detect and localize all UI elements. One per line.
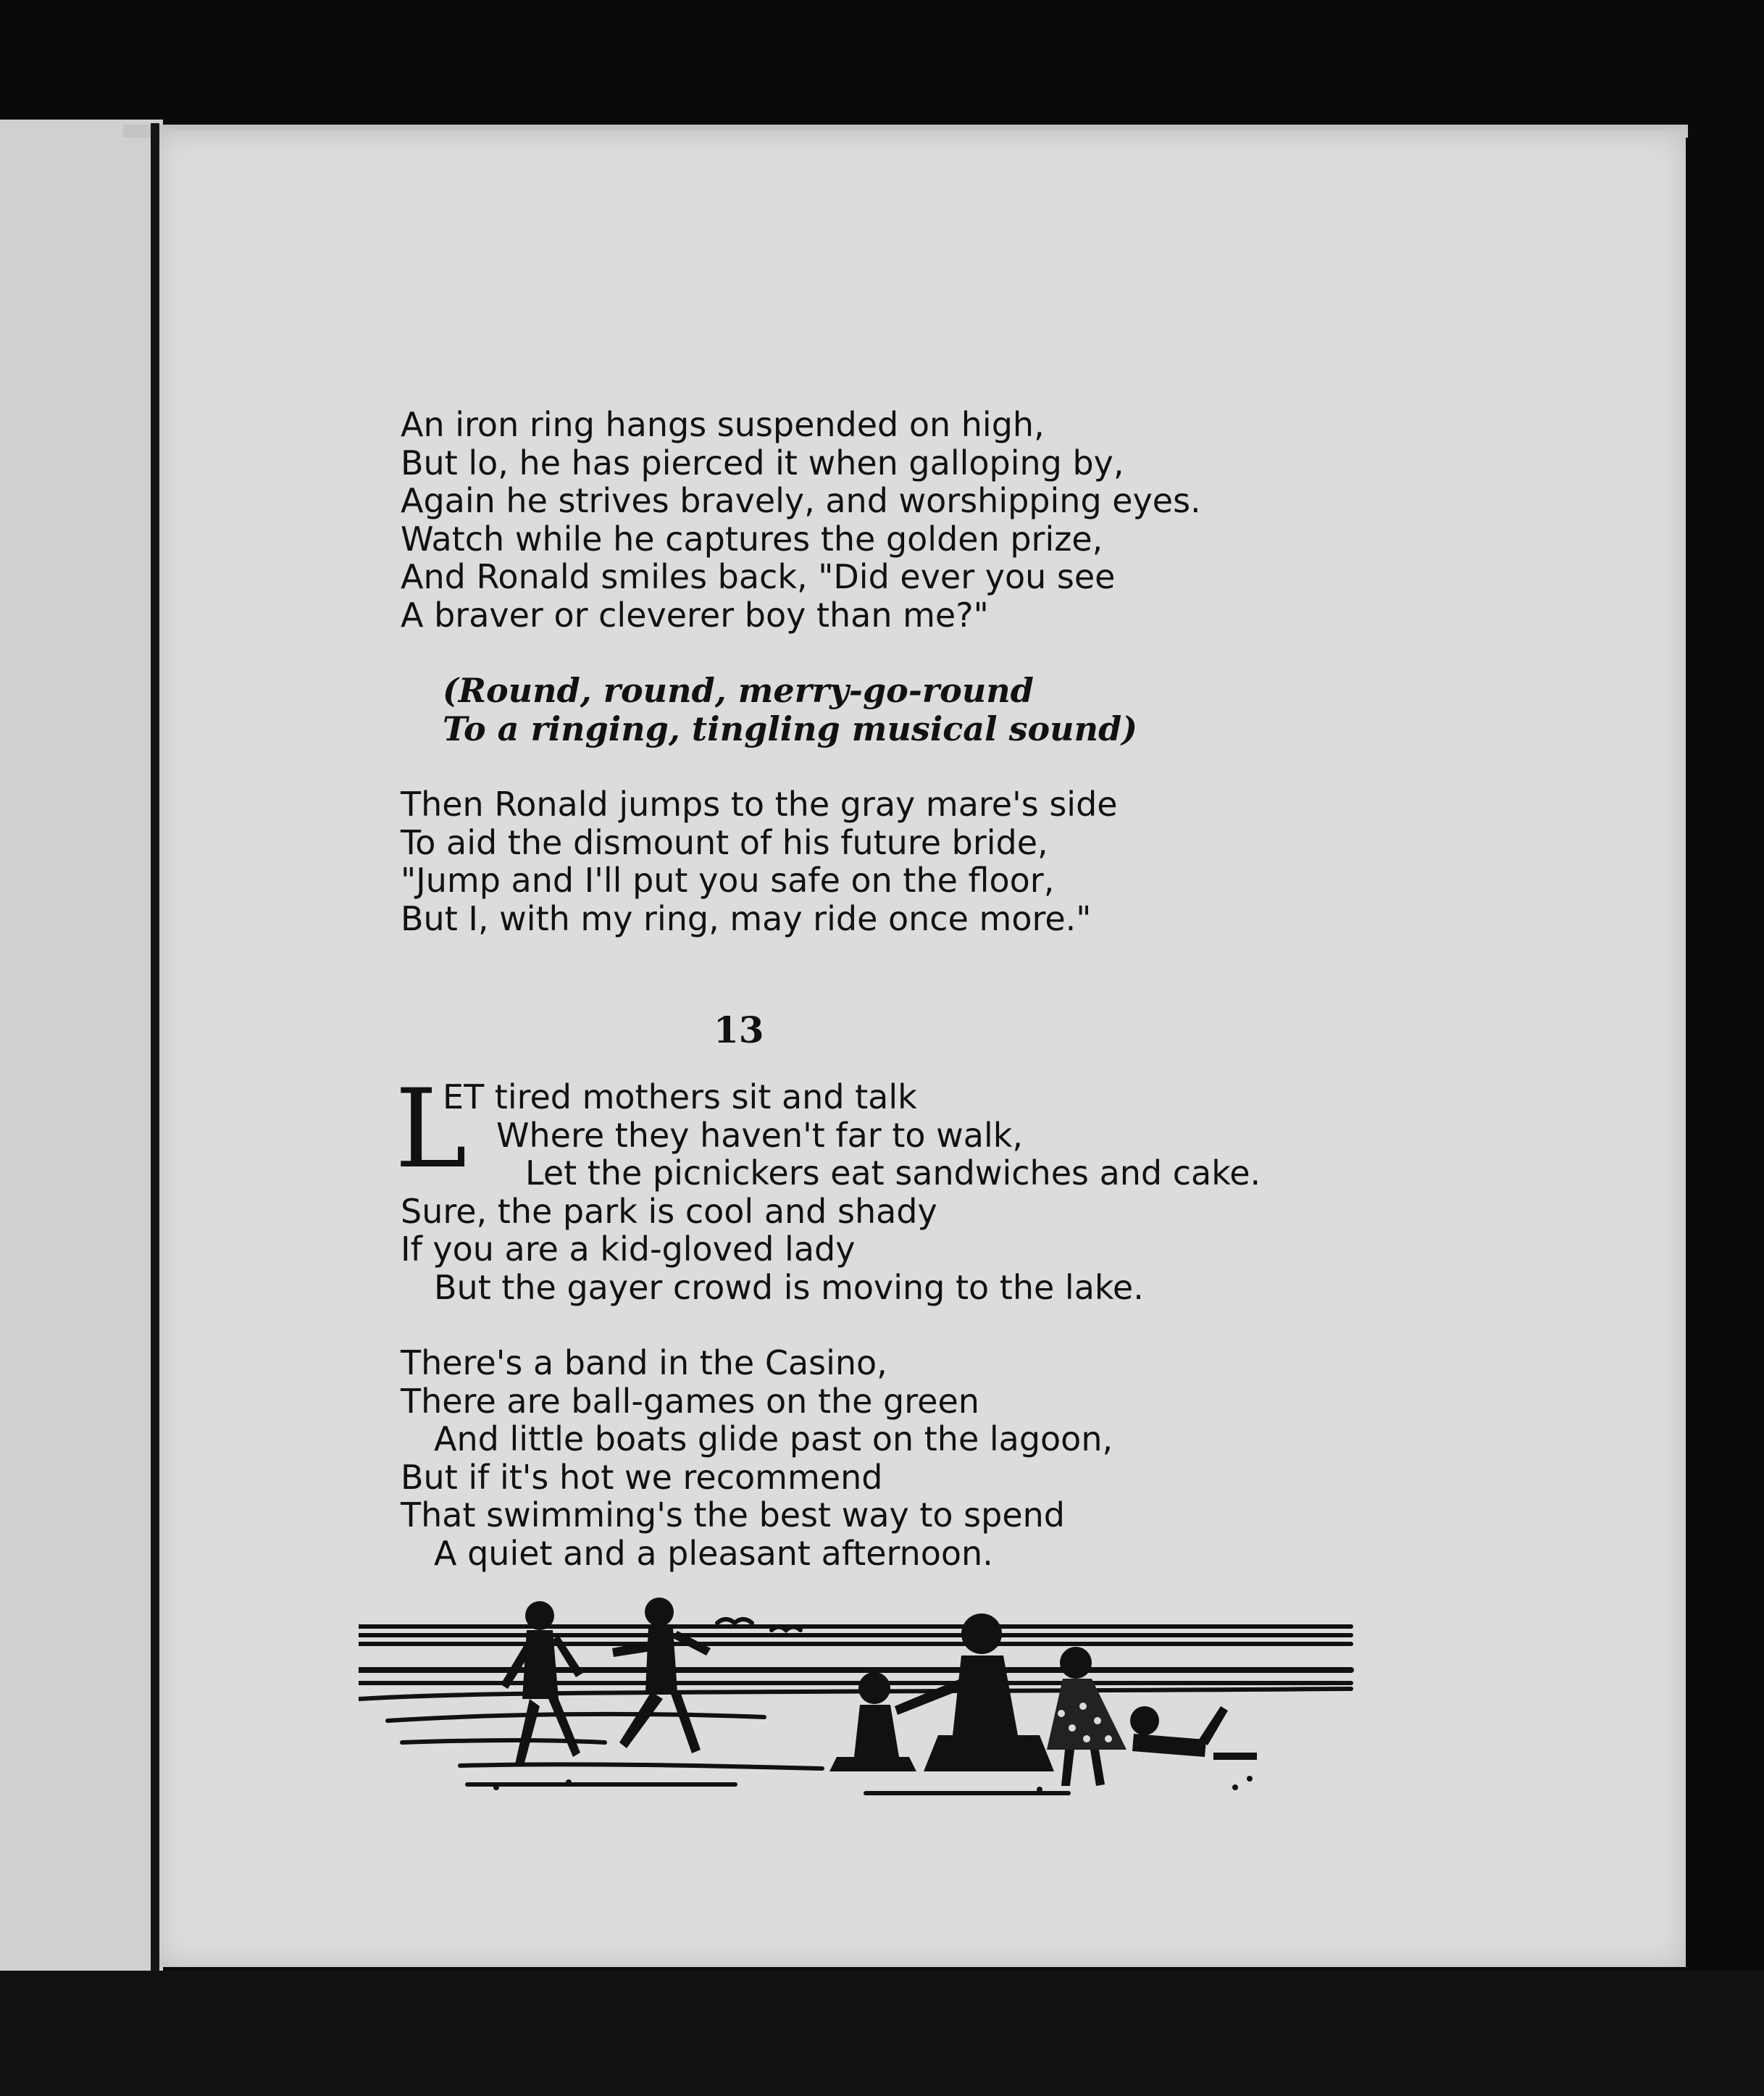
verse-line: But lo, he has pierced it when galloping by,	[401, 443, 1124, 483]
verse-line: Sure, the park is cool and shady	[401, 1191, 937, 1231]
stanza-park	[395, 1066, 1415, 1307]
verse-line: There's a band in the Casino,	[401, 1343, 887, 1382]
verse-line: But I, with my ring, may ride once more."	[401, 898, 1092, 938]
section-number: 13	[714, 1009, 764, 1051]
verse-line: Watch while he captures the golden prize,	[401, 519, 1103, 559]
verse-line: That swimming's the best way to spend	[401, 1495, 1065, 1535]
drop-cap: L	[395, 1066, 467, 1193]
verse-line: But if it's hot we recommend	[401, 1457, 883, 1497]
verse-line: A braver or cleverer boy than me?"	[401, 595, 989, 635]
verse-line: Again he strives bravely, and worshipping eyes.	[401, 481, 1201, 520]
verse-line: Then Ronald jumps to the gray mare's side	[401, 785, 1118, 824]
verse-line: Let the picnickers eat sandwiches and cake.	[525, 1153, 1261, 1193]
verse-line: To aid the dismount of his future bride,	[401, 822, 1048, 862]
verse-line: Where they haven't far to walk,	[496, 1115, 1023, 1155]
verse-line: A quiet and a pleasant afternoon.	[434, 1533, 993, 1573]
facing-page-edge	[0, 120, 163, 1971]
stanza-ring	[401, 406, 1342, 634]
verse-line: And little boats glide past on the lagoon,	[434, 1419, 1113, 1458]
chorus	[401, 672, 1342, 748]
verse-line: "Jump and I'll put you safe on the floor,	[401, 861, 1055, 900]
chorus-line: (Round, round, merry-go-round	[443, 671, 1034, 710]
verse-line: But the gayer crowd is moving to the lake.	[434, 1267, 1144, 1307]
verse-line: And Ronald smiles back, "Did ever you see	[401, 557, 1116, 596]
verse-line: ET tired mothers sit and talk	[443, 1077, 917, 1116]
verse-line: There are ball-games on the green	[401, 1381, 979, 1421]
stanza-casino	[401, 1344, 1415, 1572]
book-spine	[151, 123, 159, 1985]
chorus-line: To a ringing, tingling musical sound)	[443, 709, 1137, 748]
poem-13	[395, 1066, 1415, 1610]
beach-illustration	[359, 1598, 1358, 1808]
stanza-dismount	[401, 785, 1342, 938]
verse-line: If you are a kid-gloved lady	[401, 1229, 856, 1269]
poem-continued	[401, 406, 1342, 975]
scan-bottom-border	[0, 1971, 1764, 2096]
verse-line: An iron ring hangs suspended on high,	[401, 405, 1045, 444]
